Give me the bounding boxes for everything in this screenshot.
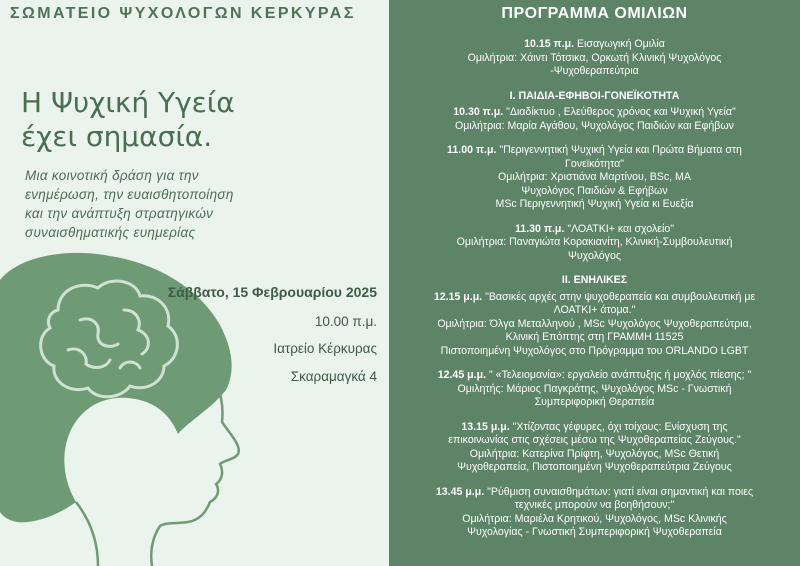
talk-time: 11.00 π.μ. <box>447 144 497 156</box>
talk-title: Εισαγωγική Ομιλία <box>576 38 665 50</box>
section-heading: II. ΕΝΗΛΙΚΕΣ <box>561 274 628 286</box>
talk-title-cont: επικοινωνίας στις σχέσεις μέσω της Ψυχοθεραπείας Ζεύγους." <box>448 434 741 446</box>
tagline-line-2: ενημέρωση, την ευαισθητοποίηση <box>25 187 234 202</box>
talk-speaker-role: -Ψυχοθεραπεύτρια <box>550 65 639 77</box>
talk-speaker: Ομιλήτρια: Χριστιάνα Μαρτίνου, BSc, MA <box>498 171 691 183</box>
talk-speaker-role: MSc Περιγεννητική Ψυχική Υγεία κι Ευεξία <box>495 198 694 210</box>
headline <box>21 86 235 154</box>
talk-speaker-role: Ψυχοθεραπεία, Πιστοποιημένη Ψυχοθεραπεύτρια Ζεύγους <box>457 461 732 473</box>
talk-speaker: Ομιλητής: Μάριος Παγκράτης, Ψυχολόγος MSc - Γνωστική <box>457 382 732 395</box>
headline-line-1: Η Ψυχική Υγεία <box>21 86 235 119</box>
talk-speaker: Ομιλήτρια: Μαρία Αγάθου, Ψυχολόγος Παιδιών και Εφήβων <box>455 119 734 132</box>
talk-title: "Περιγεννητική Ψυχική Υγεία και Πρώτα Βήματα στη <box>499 144 742 156</box>
program-item <box>389 369 800 410</box>
talk-time: 11.30 π.μ. <box>515 222 565 235</box>
talk-time: 10.15 π.μ. <box>524 38 575 50</box>
talk-time: 12.45 μ.μ. <box>437 369 487 381</box>
program-item <box>389 486 800 540</box>
section-heading: I. ΠΑΙΔΙΑ-ΕΦΗΒΟΙ-ΓΟΝΕΪΚΟΤΗΤΑ <box>509 89 680 102</box>
program-item <box>389 106 800 133</box>
program-panel <box>389 0 800 566</box>
tagline <box>25 166 385 242</box>
talk-title-cont: ΛΟΑΤΚΙ+ άτομα." <box>553 304 636 316</box>
talk-speaker: Ομιλήτρια: Χάιντι Τότσικα, Ορκωτή Κλινική Ψυχολόγος <box>467 51 722 64</box>
talk-title: "Χτίζοντας γέφυρες, όχι τοίχους: Ενίσχυση της <box>512 420 728 433</box>
talk-speaker-role: Κλινική Επόπτης στη ΓΡΑΜΜΗ 11525 <box>505 331 684 343</box>
talk-time: 12.15 μ.μ. <box>433 290 483 303</box>
program-item <box>389 291 800 359</box>
event-time: 10.00 π.μ. <box>314 314 377 329</box>
event-date: Σάββατο, 15 Φεβρουαρίου 2025 <box>167 284 377 300</box>
talk-title: "Βασικές αρχές στην ψυχοθεραπεία και συμβουλευτική με <box>485 290 756 303</box>
talk-title: "ΛΟΑΤΚΙ+ και σχολείο" <box>567 222 674 235</box>
talk-speaker-role: Ψυχολογίας - Γνωστική Συμπεριφορική Ψυχοθεραπεία <box>467 526 722 538</box>
program-title: ΠΡΟΓΡΑΜΜΑ ΟΜΙΛΙΩΝ <box>501 5 688 22</box>
program-item <box>389 223 800 264</box>
tagline-line-3: και την ανάπτυξη στρατηγικών <box>25 206 214 221</box>
program-item <box>389 421 800 475</box>
association-name: ΣΩΜΑΤΕΙΟ ΨΥΧΟΛΟΓΩΝ ΚΕΡΚΥΡΑΣ <box>10 5 356 22</box>
left-panel <box>0 0 389 566</box>
event-address: Σκαραμαγκά 4 <box>290 369 377 384</box>
talk-speaker: Ομιλήτρια: Όλγα Μεταλληνού , MSc Ψυχολόγος Ψυχοθεραπεύτρια, <box>437 317 752 330</box>
event-venue: Ιατρείο Κέρκυρας <box>273 341 377 356</box>
talk-speaker: Ομιλήτρια: Μαριέλα Κρητικού, Ψυχολόγος, MSc Κλινικής <box>462 512 727 525</box>
talk-speaker: Ομιλήτρια: Παναγιώτα Κορακιανίτη, Κλινική-Συμβουλευτική <box>456 236 733 248</box>
program-item <box>389 38 800 79</box>
tagline-line-4: συναισθηματικής ευημερίας <box>25 225 196 240</box>
program-item <box>389 144 800 212</box>
tagline-line-1: Μια κοινοτική δράση για την <box>25 168 199 183</box>
talk-speaker: Ομιλήτρια: Κατερίνα Πρίφτη, Ψυχολόγος, MSc Θετική <box>469 447 720 460</box>
talk-time: 10.30 π.μ. <box>453 106 504 118</box>
talk-time: 13.15 μ.μ. <box>461 420 510 433</box>
talk-time: 13.45 μ.μ. <box>435 485 485 498</box>
talk-title-cont: τεχνικές μπορούν να βοηθήσουν;" <box>514 499 675 511</box>
talk-title: "Διαδίκτυο , Ελεύθερος χρόνος και Ψυχική Υγεία" <box>506 106 736 118</box>
talk-title-cont: Γονεϊκότητα" <box>564 157 624 170</box>
talk-speaker-role: Ψυχολόγος <box>568 249 621 262</box>
talk-speaker-role: Πιστοποιημένη Ψυχολόγος στο Πρόγραμμα του ORLANDO LGBT <box>440 344 749 357</box>
headline-line-2: έχει σημασία. <box>21 120 213 153</box>
talk-speaker-role: Συμπεριφορική Θεραπεία <box>534 396 655 408</box>
talk-speaker-role: Ψυχολόγος Παιδιών & Εφήβων <box>521 184 668 197</box>
talk-title: "Ρύθμιση συναισθημάτων: γιατί είναι σημαντική και ποιες <box>487 485 754 498</box>
talk-title: " «Τελειομανία»: εργαλείο ανάπτυξης ή μοχλός πίεσης; " <box>488 369 752 381</box>
program-list <box>389 38 800 551</box>
